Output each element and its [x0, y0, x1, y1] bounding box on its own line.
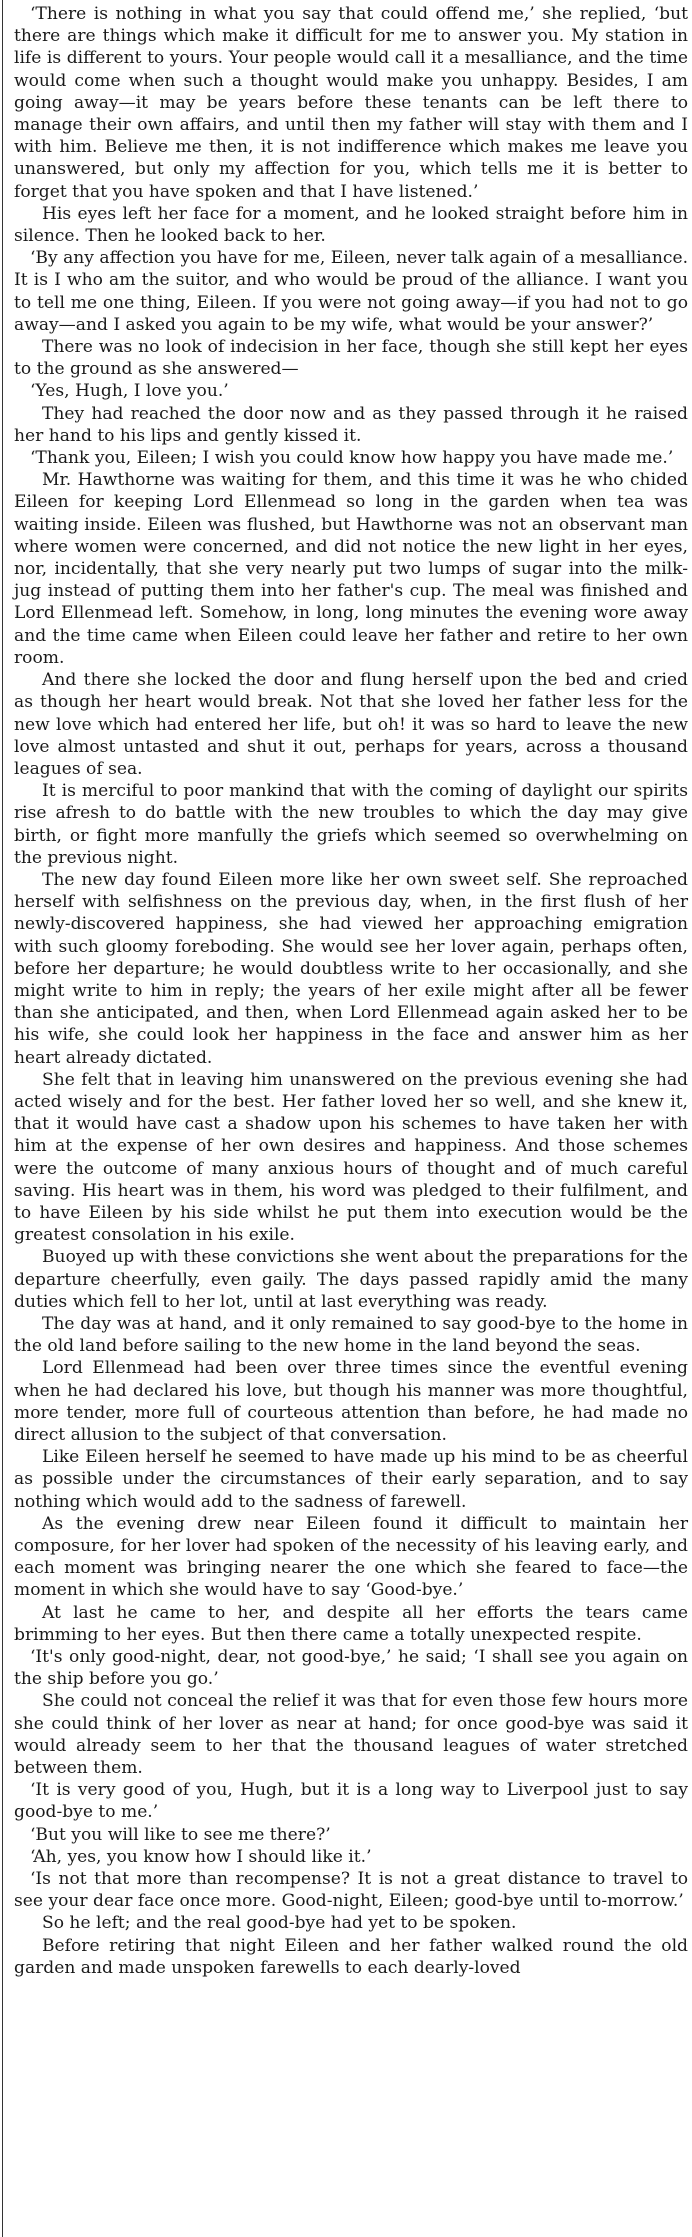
- paragraph: It is merciful to poor mankind that with the coming of daylight our spirits rise afresh to do battle with the new troubles to which the day may give birth, or fight more manfully the griefs which seemed so overwhelming on the previous night.: [14, 781, 688, 868]
- paragraph: And there she locked the door and flung herself upon the bed and cried as though her heart would break. Not that she loved her father less for the new love which had entered her life, but oh! it was so hard to leave the new love almost untasted and shut it out, perhaps for years, across a thousand leagues of sea.: [14, 670, 688, 779]
- paragraph: ‘It is very good of you, Hugh, but it is a long way to Liverpool just to say good-bye to me.’: [14, 1780, 688, 1823]
- paragraph: ‘By any affection you have for me, Eileen, never talk again of a mesalliance. It is I who am the suitor, and who would be proud of the alliance. I want you to tell me one thing, Eileen. If you were not going away—if you had not to go away—and I asked you again to be my wife, what would be your answer?’: [14, 248, 688, 335]
- paragraph: Mr. Hawthorne was waiting for them, and this time it was he who chided Eileen for keeping Lord Ellenmead so long in the garden when tea was waiting inside. Eileen was flushed, but Hawthorne was not an observant man where women were concerned, and did not notice the new light in her eyes, nor, incidentally, that she very nearly put two lumps of sugar into the milk-jug instead of putting them into her father's cup. The meal was finished and Lord Ellenmead left. Somehow, in long, long minutes the evening wore away and the time came when Eileen could leave her father and retire to her own room.: [14, 470, 688, 668]
- story-text: [14, 3, 688, 1979]
- paragraph: She felt that in leaving him unanswered on the previous evening she had acted wisely and for the best. Her father loved her so well, and she knew it, that it would have cast a shadow upon his schemes to have taken her with him at the expense of her own desires and happiness. And those schemes were the outcome of many anxious hours of thought and of much careful saving. His heart was in them, his word was pledged to their fulfilment, and to have Eileen by his side whilst he put them into execution would be the greatest consolation in his exile.: [14, 1069, 688, 1246]
- paragraph: So he left; and the real good-bye had yet to be spoken.: [42, 1913, 517, 1934]
- paragraph: She could not conceal the relief it was that for even those few hours more she could think of her lover as near at hand; for once good-bye was said it would already seem to her that the thousand leagues of water stretched between them.: [14, 1691, 688, 1779]
- paragraph: ‘There is nothing in what you say that could offend me,’ she replied, ‘but there are things which make it difficult for me to answer you. My station in life is different to yours. Your people would call it a mesalliance, and the time would come when such a thought would make you unhappy. Besides, I am going away—it may be years before these tenants can be left there to manage their own affairs, and until then my father will stay with them and I with him. Believe me then, it is not indifference which makes me leave you unanswered, but only my affection for you, which tells me it is better to forget that you have spoken and that I have listened.’: [14, 4, 688, 202]
- paragraph: ‘It's only good-night, dear, not good-bye,’ he said; ‘I shall see you again on the ship before you go.’: [14, 1647, 688, 1690]
- paragraph: ‘Ah, yes, you know how I should like it.’: [30, 1846, 372, 1867]
- paragraph: They had reached the door now and as they passed through it he raised her hand to his lips and gently kissed it.: [14, 403, 688, 446]
- paragraph: The new day found Eileen more like her own sweet self. She reproached herself with selfishness on the previous day, when, in the first flush of her newly-discovered happiness, she had viewed her approaching emigration with such gloomy foreboding. She would see her lover again, perhaps often, before her departure; he would doubtless write to her occasionally, and she might write to him in reply; the years of her exile might after all be fewer than she anticipated, and then, when Lord Ellenmead again asked her to be his wife, she could look her happiness in the face and answer him as her heart already dictated.: [14, 869, 688, 1068]
- paragraph: His eyes left her face for a moment, and he looked straight before him in silence. Then he looked back to her.: [14, 203, 688, 247]
- column-rule: [2, 0, 3, 2237]
- paragraph: As the evening drew near Eileen found it difficult to maintain her composure, for her lover had spoken of the necessity of his leaving early, and each moment was bringing nearer the one which she feared to face—the moment in which she would have to say ‘Good-bye.’: [14, 1513, 688, 1601]
- paragraph: ‘But you will like to see me there?’: [30, 1824, 331, 1845]
- paragraph: Buoyed up with these convictions she went about the preparations for the departure cheerfully, even gaily. The days passed rapidly amid the many duties which fell to her lot, until at last everything was ready.: [14, 1247, 688, 1312]
- paragraph: There was no look of indecision in her face, though she still kept her eyes to the ground as she answered—: [14, 337, 688, 380]
- paragraph: ‘Thank you, Eileen; I wish you could know how happy you have made me.’: [30, 448, 674, 469]
- paragraph: At last he came to her, and despite all her efforts the tears came brimming to her eyes. But then there came a totally unexpected respite.: [14, 1602, 688, 1645]
- paragraph: Before retiring that night Eileen and her father walked round the old garden and made unspoken farewells to each dearly-loved: [14, 1935, 688, 1978]
- paragraph: The day was at hand, and it only remained to say good-bye to the home in the old land before sailing to the new home in the land beyond the seas.: [14, 1313, 688, 1357]
- paragraph: Like Eileen herself he seemed to have made up his mind to be as cheerful as possible under the circumstances of their early separation, and to say nothing which would add to the sadness of farewell.: [14, 1447, 688, 1512]
- paragraph: Lord Ellenmead had been over three times since the eventful evening when he had declared his love, but though his manner was more thoughtful, more tender, more full of courteous attention than before, he had made no direct allusion to the subject of that conversation.: [14, 1358, 688, 1445]
- paragraph: ‘Yes, Hugh, I love you.’: [30, 381, 229, 402]
- paragraph: ‘Is not that more than recompense? It is not a great distance to travel to see your dear face once more. Good-night, Eileen; good-bye until to-morrow.’: [14, 1869, 688, 1912]
